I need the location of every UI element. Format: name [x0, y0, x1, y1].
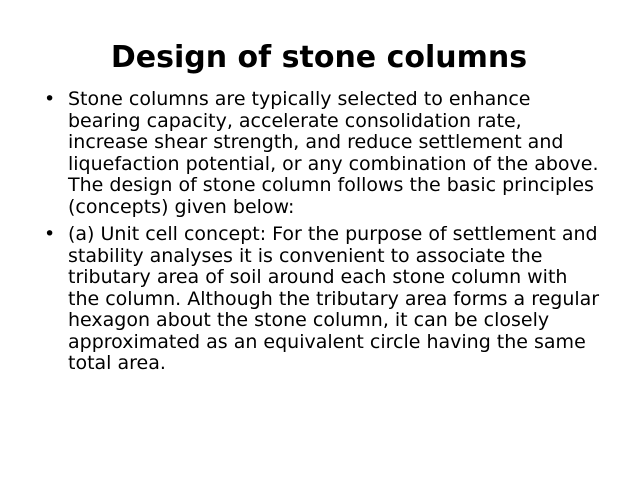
bullet-icon: • — [44, 88, 56, 110]
bullet-text: Stone columns are typically selected to enhance bearing capacity, accelerate consolidation rate, increase shear strength, and reduce settlement and liquefaction potential, or any combination of the above. The design of stone column follows the basic principles (concepts) given below: — [68, 88, 599, 218]
bullet-item — [44, 89, 604, 218]
slide-title: Design of stone columns — [110, 40, 528, 75]
bullet-icon: • — [44, 223, 56, 245]
bullet-item — [44, 224, 604, 375]
bullet-text: (a) Unit cell concept: For the purpose of settlement and stability analyses it is convenient to associate the tributary area of soil around each stone column with the column. Although the tributary area forms a regular hexagon about the stone column, it can be closely approximated as an equivalent circle having the same total area. — [68, 223, 600, 374]
bullet-list — [44, 89, 604, 381]
